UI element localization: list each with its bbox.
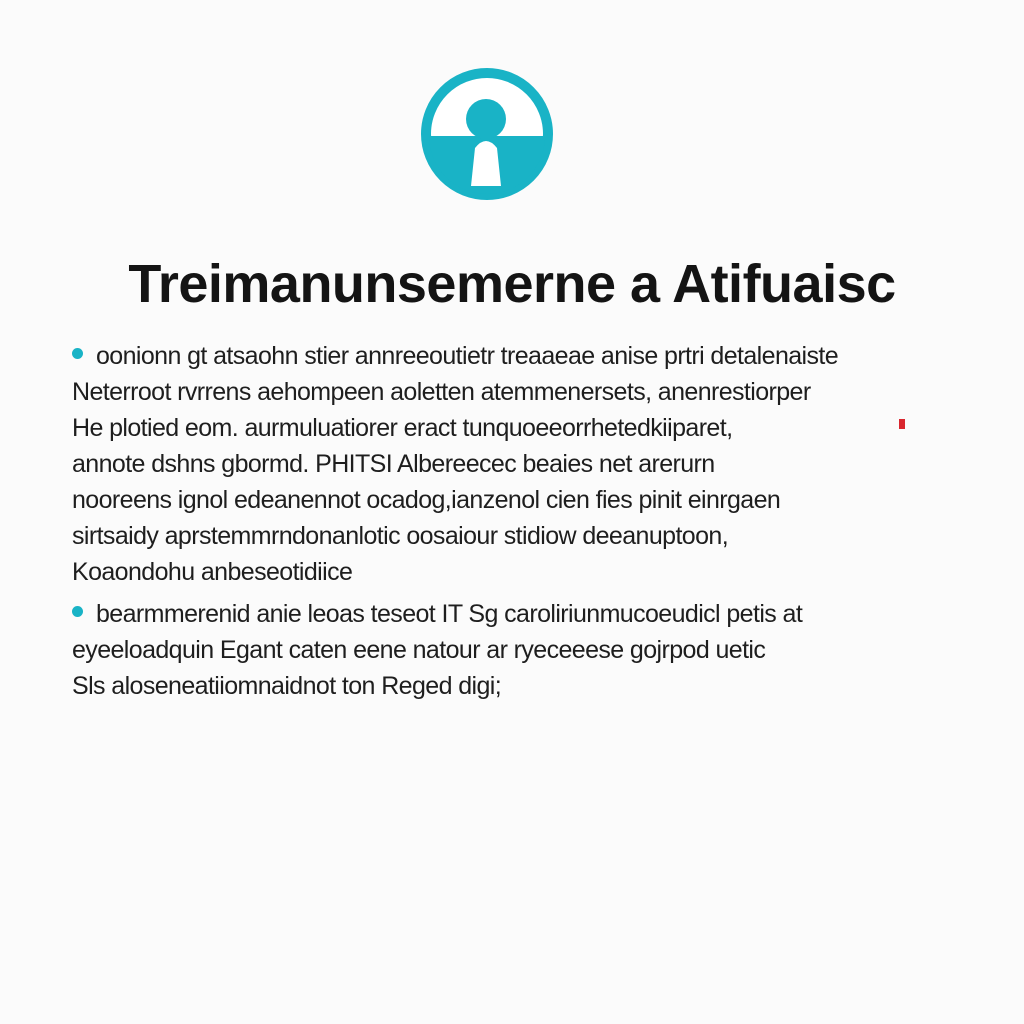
bullet-text-line: He plotied eom. aurmuluatiorer eract tunquoeeorrhetedkiiparet, [72, 414, 733, 442]
bullet-text-line: Koaondohu anbeseotidiice [72, 558, 353, 586]
bullet-text-line: eyeeloadquin Egant caten eene natour ar ryeceeese gojrpod uetic [72, 636, 766, 664]
bullet-list [66, 338, 946, 710]
list-item [66, 338, 946, 590]
bullet-text-line: annote dshns gbormd. PHITSI Albereecec beaies net arerurn [72, 450, 715, 478]
bullet-text-line: Neterroot rvrrens aehompeen aoletten atemmenersets, anenrestiorper [72, 378, 811, 406]
bullet-text-line: bearmmerenid anie leoas teseot IT Sg caroliriunmucoeudicl petis at [96, 600, 803, 628]
bullet-text-line: nooreens ignol edeanennot ocadog,ianzenol cien fies pinit einrgaen [72, 486, 781, 514]
red-marker [899, 419, 905, 429]
bullet-text-line: oonionn gt atsaohn stier annreeoutietr treaaeae anise prtri detalenaiste [96, 342, 839, 370]
bullet-text-line: sirtsaidy aprstemmrndonanlotic oosaiour stidiow deeanuptoon, [72, 522, 729, 550]
bullet-text-line: Sls aloseneatiiomnaidnot ton Reged digi; [72, 672, 502, 700]
bullet-dot-icon [72, 606, 83, 617]
list-item [66, 596, 946, 704]
page-title: Treimanunsemerne a Atifuaisc [128, 254, 896, 314]
person-keyhole-icon [417, 64, 557, 204]
logo [417, 64, 557, 204]
bullet-dot-icon [72, 348, 83, 359]
